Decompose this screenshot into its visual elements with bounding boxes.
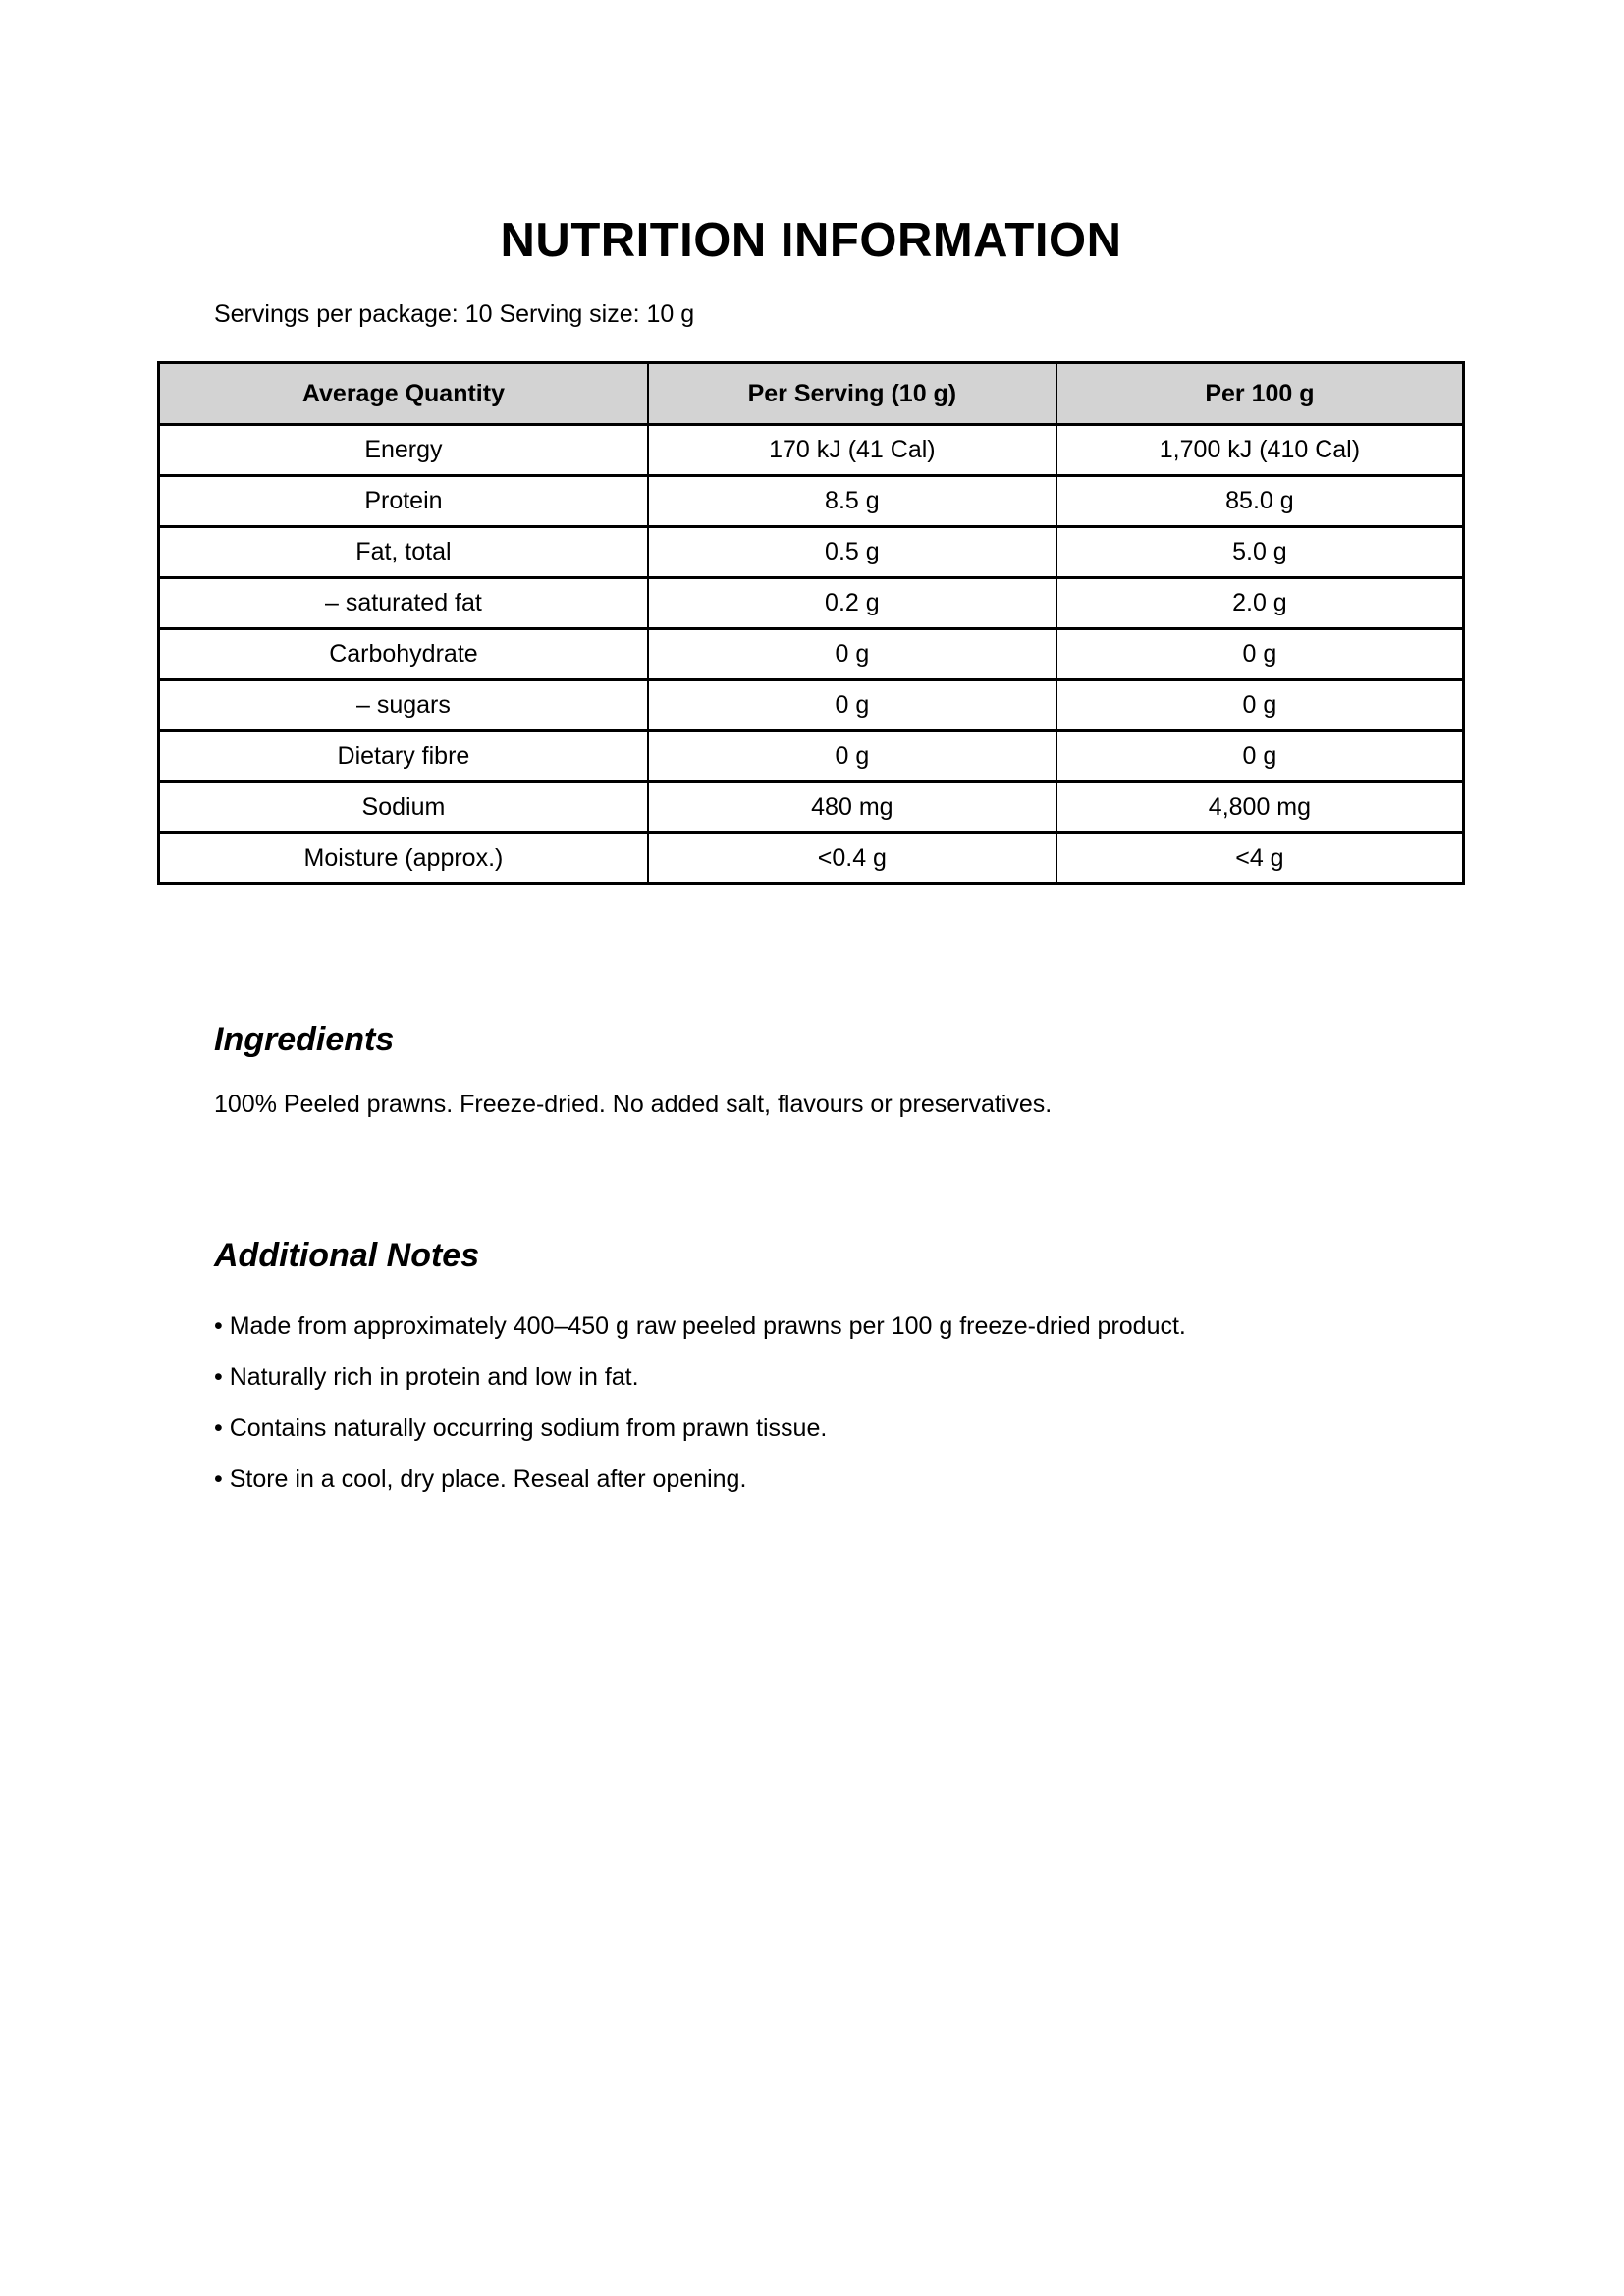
per-serving-value-cell: 8.5 g (648, 476, 1056, 527)
per-100g-value-cell: <4 g (1056, 833, 1464, 884)
table-row (159, 680, 1464, 731)
page-title: NUTRITION INFORMATION (500, 214, 1122, 267)
note-item: • Store in a cool, dry place. Reseal after opening. (214, 1454, 1465, 1505)
per-serving-value-cell: 0.5 g (648, 527, 1056, 578)
per-100g-value-cell: 85.0 g (1056, 476, 1464, 527)
table-header-row (159, 363, 1464, 425)
table-row (159, 833, 1464, 884)
nutrient-name-cell: – sugars (159, 680, 648, 731)
nutrition-table (157, 361, 1465, 885)
ingredients-heading: Ingredients (214, 1021, 395, 1059)
table-row (159, 578, 1464, 629)
per-100g-value-cell: 1,700 kJ (410 Cal) (1056, 425, 1464, 476)
per-serving-value-cell: 0 g (648, 680, 1056, 731)
note-item: • Contains naturally occurring sodium from prawn tissue. (214, 1403, 1465, 1454)
nutrient-name-cell: Carbohydrate (159, 629, 648, 680)
table-row (159, 629, 1464, 680)
column-header-per-serving: Per Serving (10 g) (648, 363, 1056, 425)
per-serving-value-cell: 480 mg (648, 782, 1056, 833)
table-row (159, 425, 1464, 476)
per-serving-value-cell: 0.2 g (648, 578, 1056, 629)
per-100g-value-cell: 0 g (1056, 680, 1464, 731)
per-100g-value-cell: 5.0 g (1056, 527, 1464, 578)
nutrient-name-cell: Protein (159, 476, 648, 527)
note-item: • Naturally rich in protein and low in fat. (214, 1352, 1465, 1403)
per-serving-value-cell: 0 g (648, 731, 1056, 782)
additional-notes-list (214, 1301, 1465, 1505)
nutrient-name-cell: Sodium (159, 782, 648, 833)
per-serving-value-cell: <0.4 g (648, 833, 1056, 884)
table-row (159, 476, 1464, 527)
per-100g-value-cell: 2.0 g (1056, 578, 1464, 629)
servings-line: Servings per package: 10 Serving size: 10 g (214, 299, 695, 328)
nutrient-name-cell: Dietary fibre (159, 731, 648, 782)
per-100g-value-cell: 4,800 mg (1056, 782, 1464, 833)
column-header-per-100g: Per 100 g (1056, 363, 1464, 425)
nutrient-name-cell: – saturated fat (159, 578, 648, 629)
table-row (159, 527, 1464, 578)
per-serving-value-cell: 0 g (648, 629, 1056, 680)
nutrient-name-cell: Moisture (approx.) (159, 833, 648, 884)
per-100g-value-cell: 0 g (1056, 731, 1464, 782)
table-row (159, 782, 1464, 833)
per-serving-value-cell: 170 kJ (41 Cal) (648, 425, 1056, 476)
nutrient-name-cell: Energy (159, 425, 648, 476)
table-body (159, 425, 1464, 884)
ingredients-text: 100% Peeled prawns. Freeze-dried. No added salt, flavours or preservatives. (214, 1091, 1053, 1119)
table-row (159, 731, 1464, 782)
additional-notes-heading: Additional Notes (214, 1236, 480, 1274)
column-header-average-quantity: Average Quantity (159, 363, 648, 425)
per-100g-value-cell: 0 g (1056, 629, 1464, 680)
note-item: • Made from approximately 400–450 g raw peeled prawns per 100 g freeze-dried product. (214, 1301, 1465, 1352)
nutrient-name-cell: Fat, total (159, 527, 648, 578)
